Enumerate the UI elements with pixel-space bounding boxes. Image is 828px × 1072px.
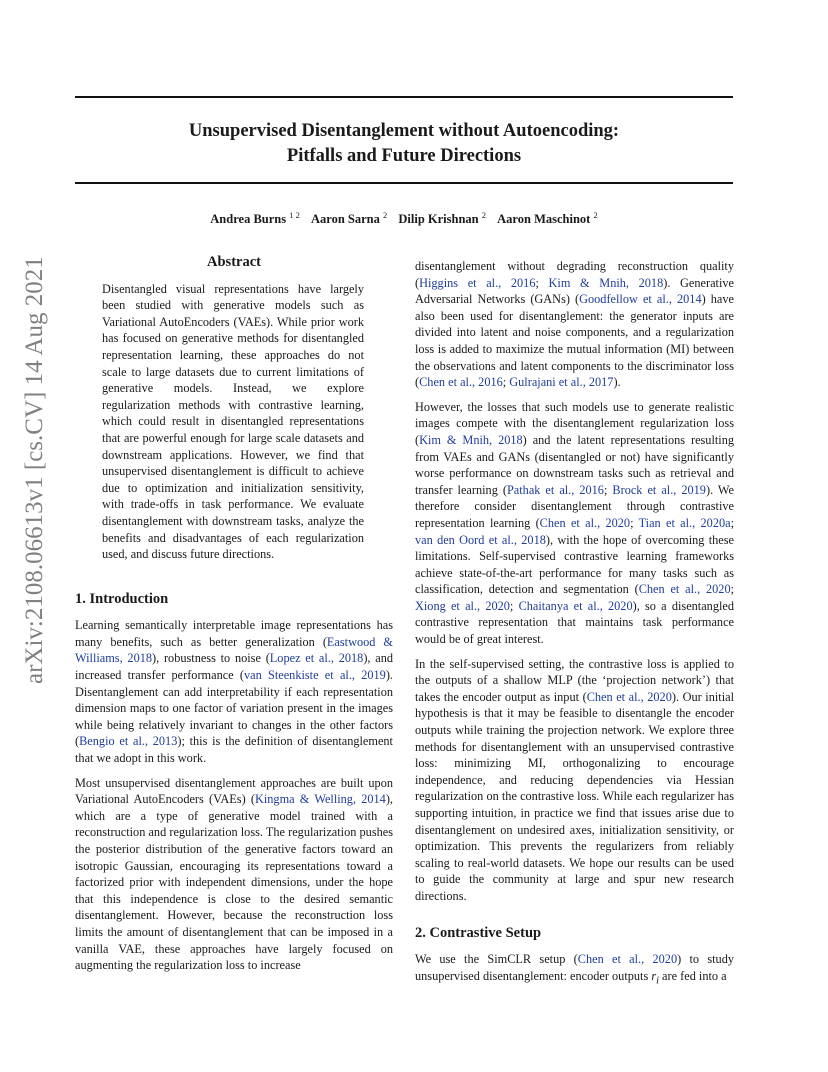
text-run: We use the SimCLR setup ( [415,952,578,967]
paper-title [75,119,733,169]
author-affiliation: 2 [481,210,487,220]
abstract-heading: Abstract [207,254,261,270]
arxiv-identifier: arXiv:2108.06613v1 [cs.CV] 14 Aug 2021 [21,256,48,684]
citation-link[interactable]: van Steenkiste et al., 2019 [243,668,386,683]
text-run: In the self-supervised setting, the contrastive loss is applied to the outputs of a shallow MLP (the ‘projection network’) that takes the encoder output as input ( [415,656,734,704]
paragraph-right-3 [415,656,734,905]
paragraph-right-4 [415,951,734,990]
text-run: ). Generative Adversarial Networks (GANs) ( [415,275,734,307]
author-affiliation: 1 2 [289,210,300,220]
text-run: ) and the latent representations resulting from VAEs and GANs (disentangled or not) have significantly worse performance on downstream tasks such as retrieval and transfer learning ( [415,432,735,497]
citation-link[interactable]: Xiong et al., 2020 [415,598,510,613]
text-run: Learning semantically interpretable image representations has many benefits, such as better generalization ( [75,618,393,649]
author-affiliation: 2 [383,210,388,220]
author-name: Aaron Maschinot [497,212,591,227]
citation-link[interactable]: Chen et al., 2020 [638,582,731,597]
paragraph-intro-2 [75,775,393,974]
citation-link[interactable]: Lopez et al., 2018 [269,651,364,666]
citation-link[interactable]: Chaitanya et al., 2020 [518,598,633,613]
text-run: ) have also been used for disentanglement: the generator inputs are divided into latent and noise components, and a regularization loss is added to maximize the mutual information (MI) between the observations and latent components to the discriminator loss ( [415,292,734,390]
citation-link[interactable]: Chen et al., 2020 [539,515,631,530]
text-run: ), so a disentangled contrastive representation that maintains task performance would be of great interest. [415,598,734,647]
author-name: Dilip Krishnan [398,212,479,227]
title-bottom-rule [75,182,733,184]
citation-link[interactable]: van den Oord et al., 2018 [415,532,546,547]
paragraph-intro-1 [75,617,393,766]
title-line-2: Pitfalls and Future Directions [286,146,522,166]
citation-link[interactable]: Chen et al., 2016 [419,375,503,390]
text-run: ). [613,375,621,390]
text-run: ; [502,375,510,390]
text-run: ), robustness to noise ( [152,651,270,666]
author [497,212,598,226]
text-run: ; [603,482,613,497]
text-run: ), which are a type of generative model trained with a reconstruction and regularization loss. The regularization pushes the posterior distribution of the generative factors toward an isotropic Gaussian, encouraging its representations toward a factorized prior with independent dimensions, under the hope that this independence is close to the desired semantic disentanglement. However, because the reconstruction loss limits the amount of disentanglement that can be imposed in a vanilla VAE, these approaches have largely focused on augmenting the regularization loss to increase [75,792,393,973]
text-run: ; [535,275,549,290]
author [311,212,387,226]
text-run: ), with the hope of overcoming these limitations. Self-supervised contrastive learning frameworks achieve state-of-the-art performance for many tasks such as classification, detection and segmentation ( [415,532,734,597]
text-run: disentanglement without degrading reconstruction quality ( [415,259,734,290]
title-line-1: Unsupervised Disentanglement without Autoencoding: [188,121,620,141]
citation-link[interactable]: Kingma & Welling, 2014 [254,792,386,807]
paragraph-right-2 [415,399,734,648]
text-run: ). Disentanglement can add interpretability if each representation dimension maps to one factor of variation present in the images while being relatively invariant to changes in the other factors ( [75,668,393,749]
text-run: ; [509,598,519,613]
section-heading-introduction: 1. Introduction [75,590,169,607]
right-column [415,258,734,998]
author [210,212,300,226]
author-name: Aaron Sarna [311,212,380,227]
citation-link[interactable]: Kim & Mnih, 2018 [419,432,523,447]
text-run: ), and increased transfer performance ( [75,651,393,683]
citation-link[interactable]: Higgins et al., 2016 [419,275,536,290]
citation-link[interactable]: Tian et al., 2020a [638,515,731,530]
author-list [75,210,733,227]
abstract-text: Disentangled visual representations have largely been studied with generative models such as Variational AutoEncoders (VAEs). While prior work has focused on generative methods for disentangled representation learning, these approaches do not scale to large datasets due to current limitations of generative models. Instead, we explore regularization methods with contrastive learning, which could result in disentangled representations that are powerful enough for large scale datasets and downstream applications. However, we find that unsupervised disentanglement is difficult to achieve due to optimization and initialization sensitivity, with trade-offs in task performance. We evaluate disentanglement with downstream tasks, analyze the benefits and disadvantages of each regularization used, and discuss future directions. [102,281,364,562]
text-run: ). We therefore consider disentanglement through contrastive representation learning ( [415,482,735,530]
citation-link[interactable]: Pathak et al., 2016 [506,482,604,497]
citation-link[interactable]: Bengio et al., 2013 [79,734,178,749]
text-run: ; [630,515,639,530]
text-run: ). Our initial hypothesis is that it may be feasible to disentangle the encoder outputs while training the projection network. We explore three methods for disentanglement with an unsupervised contrastive loss: minimizing MI, orthogonalizing to encourage independence, and reducing dependencies via Hessian regularization on the contrastive loss. While each regularizer has supporting intuition, in practice we find that issues arise due to disentanglement on undesired axes, initialization sensitivity, or optimization. This prevents the regularizers from reliably scaling to real-world datasets. We hope our results can be used to guide the community at large and spur new research directions. [415,689,734,903]
citation-link[interactable]: Kim & Mnih, 2018 [548,275,664,290]
text-run: ; [730,515,734,530]
citation-link[interactable]: Brock et al., 2019 [612,482,706,497]
author-name: Andrea Burns [210,212,287,227]
math-variable: r [651,968,657,983]
top-rule [75,96,733,98]
author-affiliation: 2 [593,210,598,220]
citation-link[interactable]: Goodfellow et al., 2014 [579,292,702,307]
math-subscript: i [656,975,659,987]
text-run: ) to study unsupervised disentanglement: encoder outputs [415,952,735,983]
paragraph-right-1 [415,258,734,391]
text-run: However, the losses that such models use to generate realistic images compete with the disentanglement regularization loss ( [415,399,734,447]
citation-link[interactable]: Chen et al., 2020 [577,952,678,967]
citation-link[interactable]: Gulrajani et al., 2017 [509,375,614,390]
author [398,212,486,226]
citation-link[interactable]: Chen et al., 2020 [586,689,672,704]
text-run: Most unsupervised disentanglement approaches are built upon Variational AutoEncoders (VAEs) ( [75,775,393,807]
text-run: are fed into a [658,968,727,983]
left-column [75,254,393,982]
text-run: ; [730,582,735,597]
section-heading-contrastive-setup: 2. Contrastive Setup [415,924,542,941]
citation-link[interactable]: Eastwood & Williams, 2018 [75,634,393,666]
text-run: ); this is the definition of disentanglement that we adopt in this work. [75,734,393,766]
